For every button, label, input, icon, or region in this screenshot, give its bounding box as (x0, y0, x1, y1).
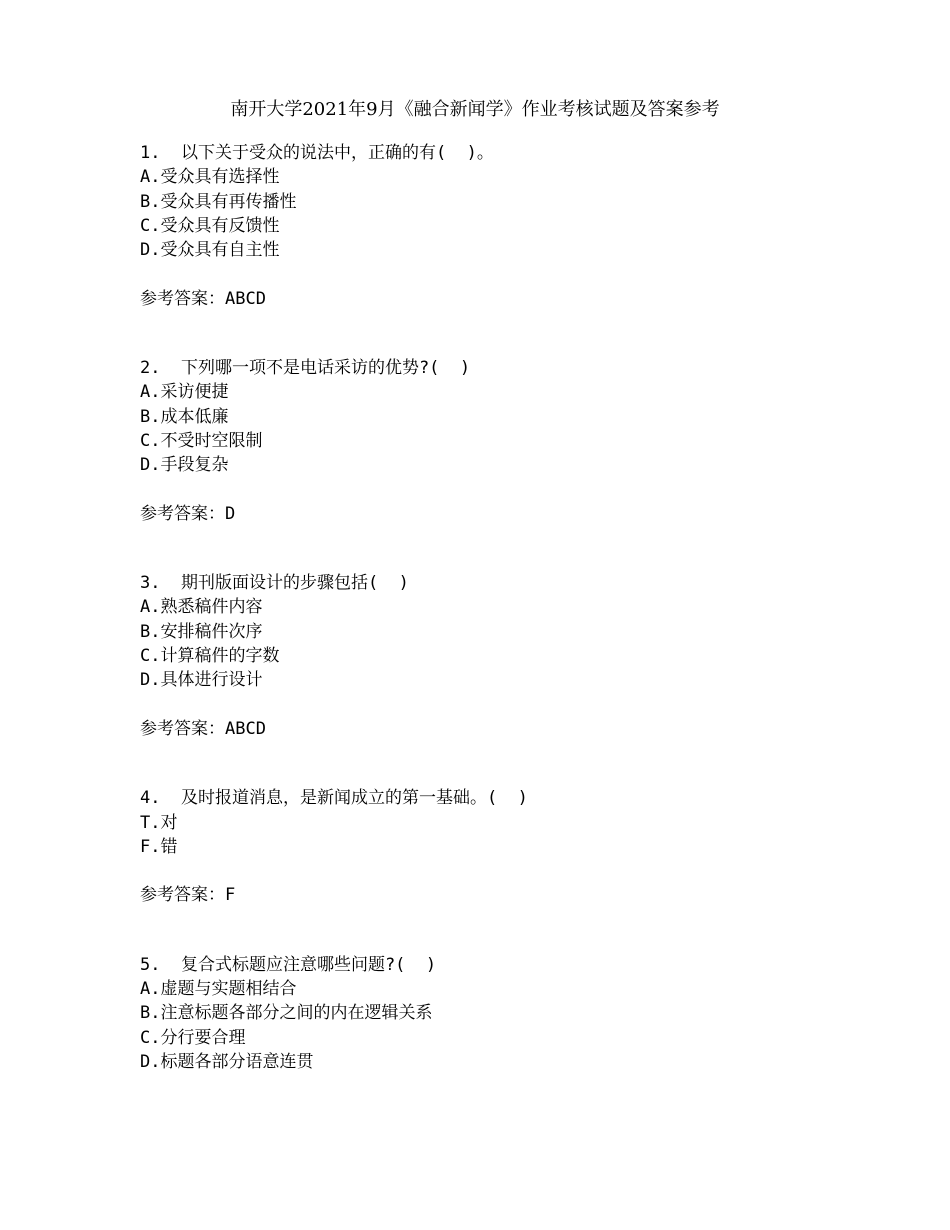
question-spacer (140, 526, 900, 571)
question-3 (140, 571, 900, 741)
question-2 (140, 356, 900, 526)
option-c: C.受众具有反馈性 (140, 215, 280, 236)
question-list (140, 141, 900, 1074)
answer-label: 参考答案： (140, 718, 225, 739)
option-d: D.手段复杂 (140, 455, 229, 476)
answer-value: ABCD (225, 718, 266, 739)
answer-label: 参考答案： (140, 503, 225, 524)
question-4 (140, 786, 900, 907)
answer-label: 参考答案： (140, 288, 225, 309)
question-stem: 1. 以下关于受众的说法中，正确的有( )。 (140, 143, 494, 163)
option-b: B.受众具有再传播性 (140, 191, 297, 212)
option-a: A.采访便捷 (140, 382, 229, 403)
option-b: B.安排稿件次序 (140, 621, 263, 642)
option-b: B.成本低廉 (140, 406, 229, 427)
question-5 (140, 953, 900, 1074)
option-c: C.分行要合理 (140, 1027, 246, 1048)
question-spacer (140, 908, 900, 953)
answer-label: 参考答案： (140, 885, 225, 906)
document-title: 南开大学2021年9月《融合新闻学》作业考核试题及答案参考 (230, 99, 720, 120)
answer-line (140, 502, 900, 526)
option-d: D.受众具有自主性 (140, 240, 280, 261)
question-stem: 3. 期刊版面设计的步骤包括( ) (140, 573, 409, 594)
question-spacer (140, 311, 900, 356)
option-c: C.不受时空限制 (140, 430, 263, 451)
answer-line (140, 883, 900, 907)
option-d: D.标题各部分语意连贯 (140, 1051, 314, 1072)
option-b: B.注意标题各部分之间的内在逻辑关系 (140, 1003, 433, 1024)
option-d: D.具体进行设计 (140, 670, 263, 691)
answer-value: ABCD (225, 288, 266, 309)
option-a: A.熟悉稿件内容 (140, 597, 263, 618)
question-stem: 5. 复合式标题应注意哪些问题?( ) (140, 954, 437, 975)
option-a: A.受众具有选择性 (140, 167, 280, 188)
question-stem: 2. 下列哪一项不是电话采访的优势?( ) (140, 358, 471, 379)
question-stem: 4. 及时报道消息，是新闻成立的第一基础。( ) (140, 788, 528, 809)
answer-line (140, 287, 900, 311)
option-c: C.计算稿件的字数 (140, 646, 280, 667)
question-spacer (140, 741, 900, 786)
answer-line (140, 717, 900, 741)
answer-value: F (225, 885, 236, 906)
answer-value: D (225, 503, 236, 524)
option-true: T.对 (140, 812, 178, 833)
option-false: F.错 (140, 836, 178, 857)
question-1 (140, 141, 900, 311)
option-a: A.虚题与实题相结合 (140, 979, 297, 1000)
